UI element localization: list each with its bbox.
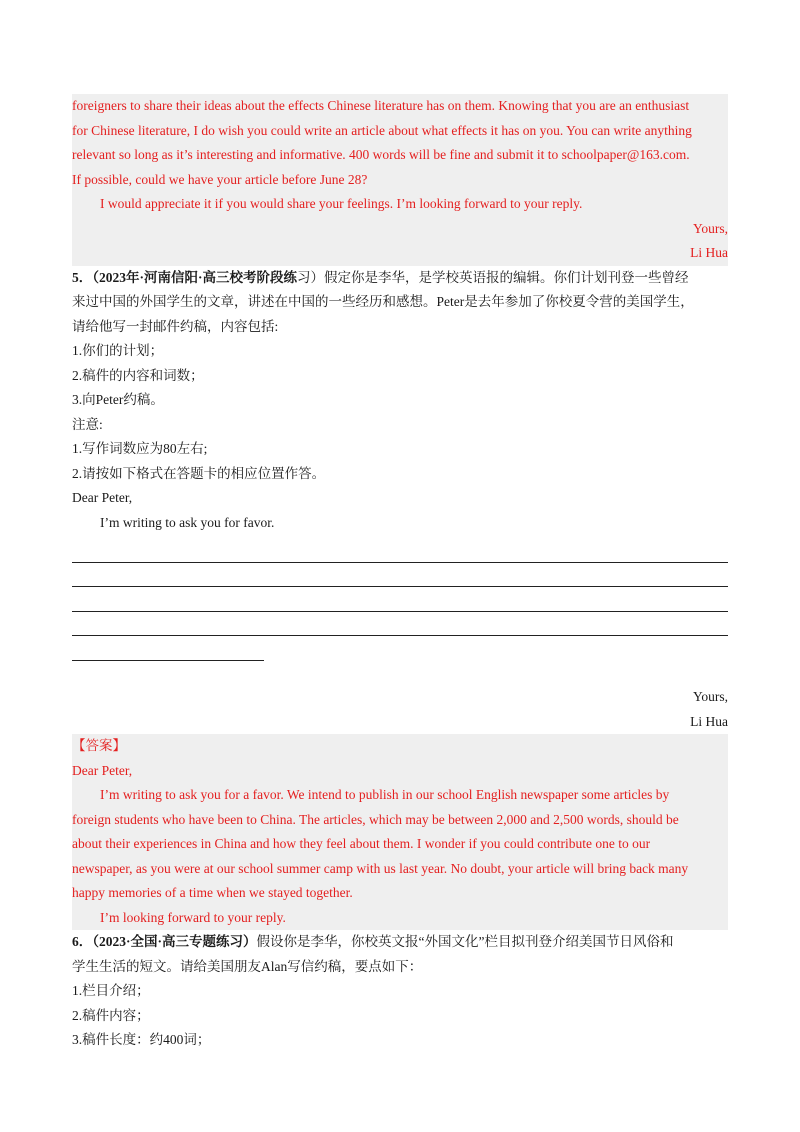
question-prompt: 来过中国的外国学生的文章，讲述在中国的一些经历和感想。Peter是去年参加了你校夏令营的美国学生， — [72, 294, 694, 309]
question-source: （2023·全国·高三专题练习） — [92, 934, 257, 949]
answer-sign-name: Li Hua — [690, 245, 728, 260]
question-5-header — [72, 266, 728, 291]
question-prompt: 假设你是李华，你校英文报“外国文化”栏目拟刊登介绍美国节日风俗和 — [256, 934, 674, 949]
writing-line-short[interactable] — [72, 636, 264, 661]
question-point: 1.你们的计划； — [72, 343, 164, 358]
answer-closing: I’m looking forward to your reply. — [100, 909, 286, 925]
writing-line[interactable] — [72, 563, 728, 588]
question-5 — [72, 266, 728, 931]
answer-line: relevant so long as it’s interesting and informative. 400 words will be fine and submit it to schoolpaper@163.com. — [72, 147, 690, 162]
answer-block-q5 — [72, 734, 728, 930]
answer-label: 【答案】 — [72, 738, 126, 753]
note-item: 1.写作词数应为80左右; — [72, 441, 208, 456]
answer-line: foreign students who have been to China. The articles, which may be between 2,000 and 2,500 words, should be — [72, 811, 679, 827]
writing-line[interactable] — [72, 587, 728, 612]
question-point: 2.稿件的内容和词数； — [72, 367, 204, 383]
question-point: 2.稿件内容； — [72, 1007, 150, 1023]
writing-line[interactable] — [72, 612, 728, 637]
answer-line: If possible, could we have your article before June 28? — [72, 171, 368, 187]
note-label: 注意: — [72, 416, 103, 432]
letter-sign-name: Li Hua — [690, 713, 728, 729]
question-prompt: 学生生活的短文。请给美国朋友Alan写信约稿，要点如下： — [72, 958, 423, 974]
document-page — [72, 94, 728, 1053]
question-source: （2023年·河南信阳·高三校考阶段练 — [92, 269, 298, 285]
answer-line: happy memories of a time when we stayed together. — [72, 885, 353, 900]
question-point: 3.向Peter约稿。 — [72, 392, 164, 407]
writing-line[interactable] — [72, 538, 728, 563]
answer-salutation: Dear Peter, — [72, 762, 133, 778]
answer-line: foreigners to share their ideas about the effects Chinese literature has on them. Knowing that you are an enthusiast — [72, 98, 690, 113]
question-prompt: 请给他写一封邮件约稿，内容包括: — [72, 318, 279, 334]
answer-line: about their experiences in China and how they feel about them. I wonder if you could contribute one to our — [72, 836, 651, 851]
question-6-header — [72, 930, 728, 955]
letter-sign-yours: Yours, — [692, 689, 728, 704]
answer-block-top — [72, 94, 728, 266]
question-point: 1.栏目介绍； — [72, 983, 150, 998]
answer-lines — [72, 535, 728, 661]
letter-opening: I’m writing to ask you for favor. — [100, 514, 275, 530]
question-point: 3.稿件长度：约400词； — [72, 1032, 211, 1047]
question-number: 6． — [72, 934, 93, 949]
answer-closing-line: I would appreciate it if you would share your feelings. I’m looking forward to your reply. — [100, 196, 583, 211]
answer-line: I’m writing to ask you for a favor. We intend to publish in our school English newspaper some articles by — [100, 787, 670, 802]
question-source-tail: 习） — [297, 269, 325, 285]
answer-line: newspaper, as you were at our school summer camp with us last year. No doubt, your article will bring back many — [72, 860, 689, 876]
note-item: 2.请按如下格式在答题卡的相应位置作答。 — [72, 465, 326, 481]
letter-salutation: Dear Peter, — [72, 490, 133, 505]
answer-sign-yours: Yours, — [692, 220, 728, 236]
spacer — [72, 661, 728, 686]
answer-line: for Chinese literature, I do wish you could write an article about what effects it has on you. You can write anything — [72, 122, 692, 138]
question-number: 5． — [72, 269, 93, 285]
question-prompt: 假定你是李华，是学校英语报的编辑。你们计划刊登一些曾经 — [324, 269, 689, 285]
question-6 — [72, 930, 728, 1053]
